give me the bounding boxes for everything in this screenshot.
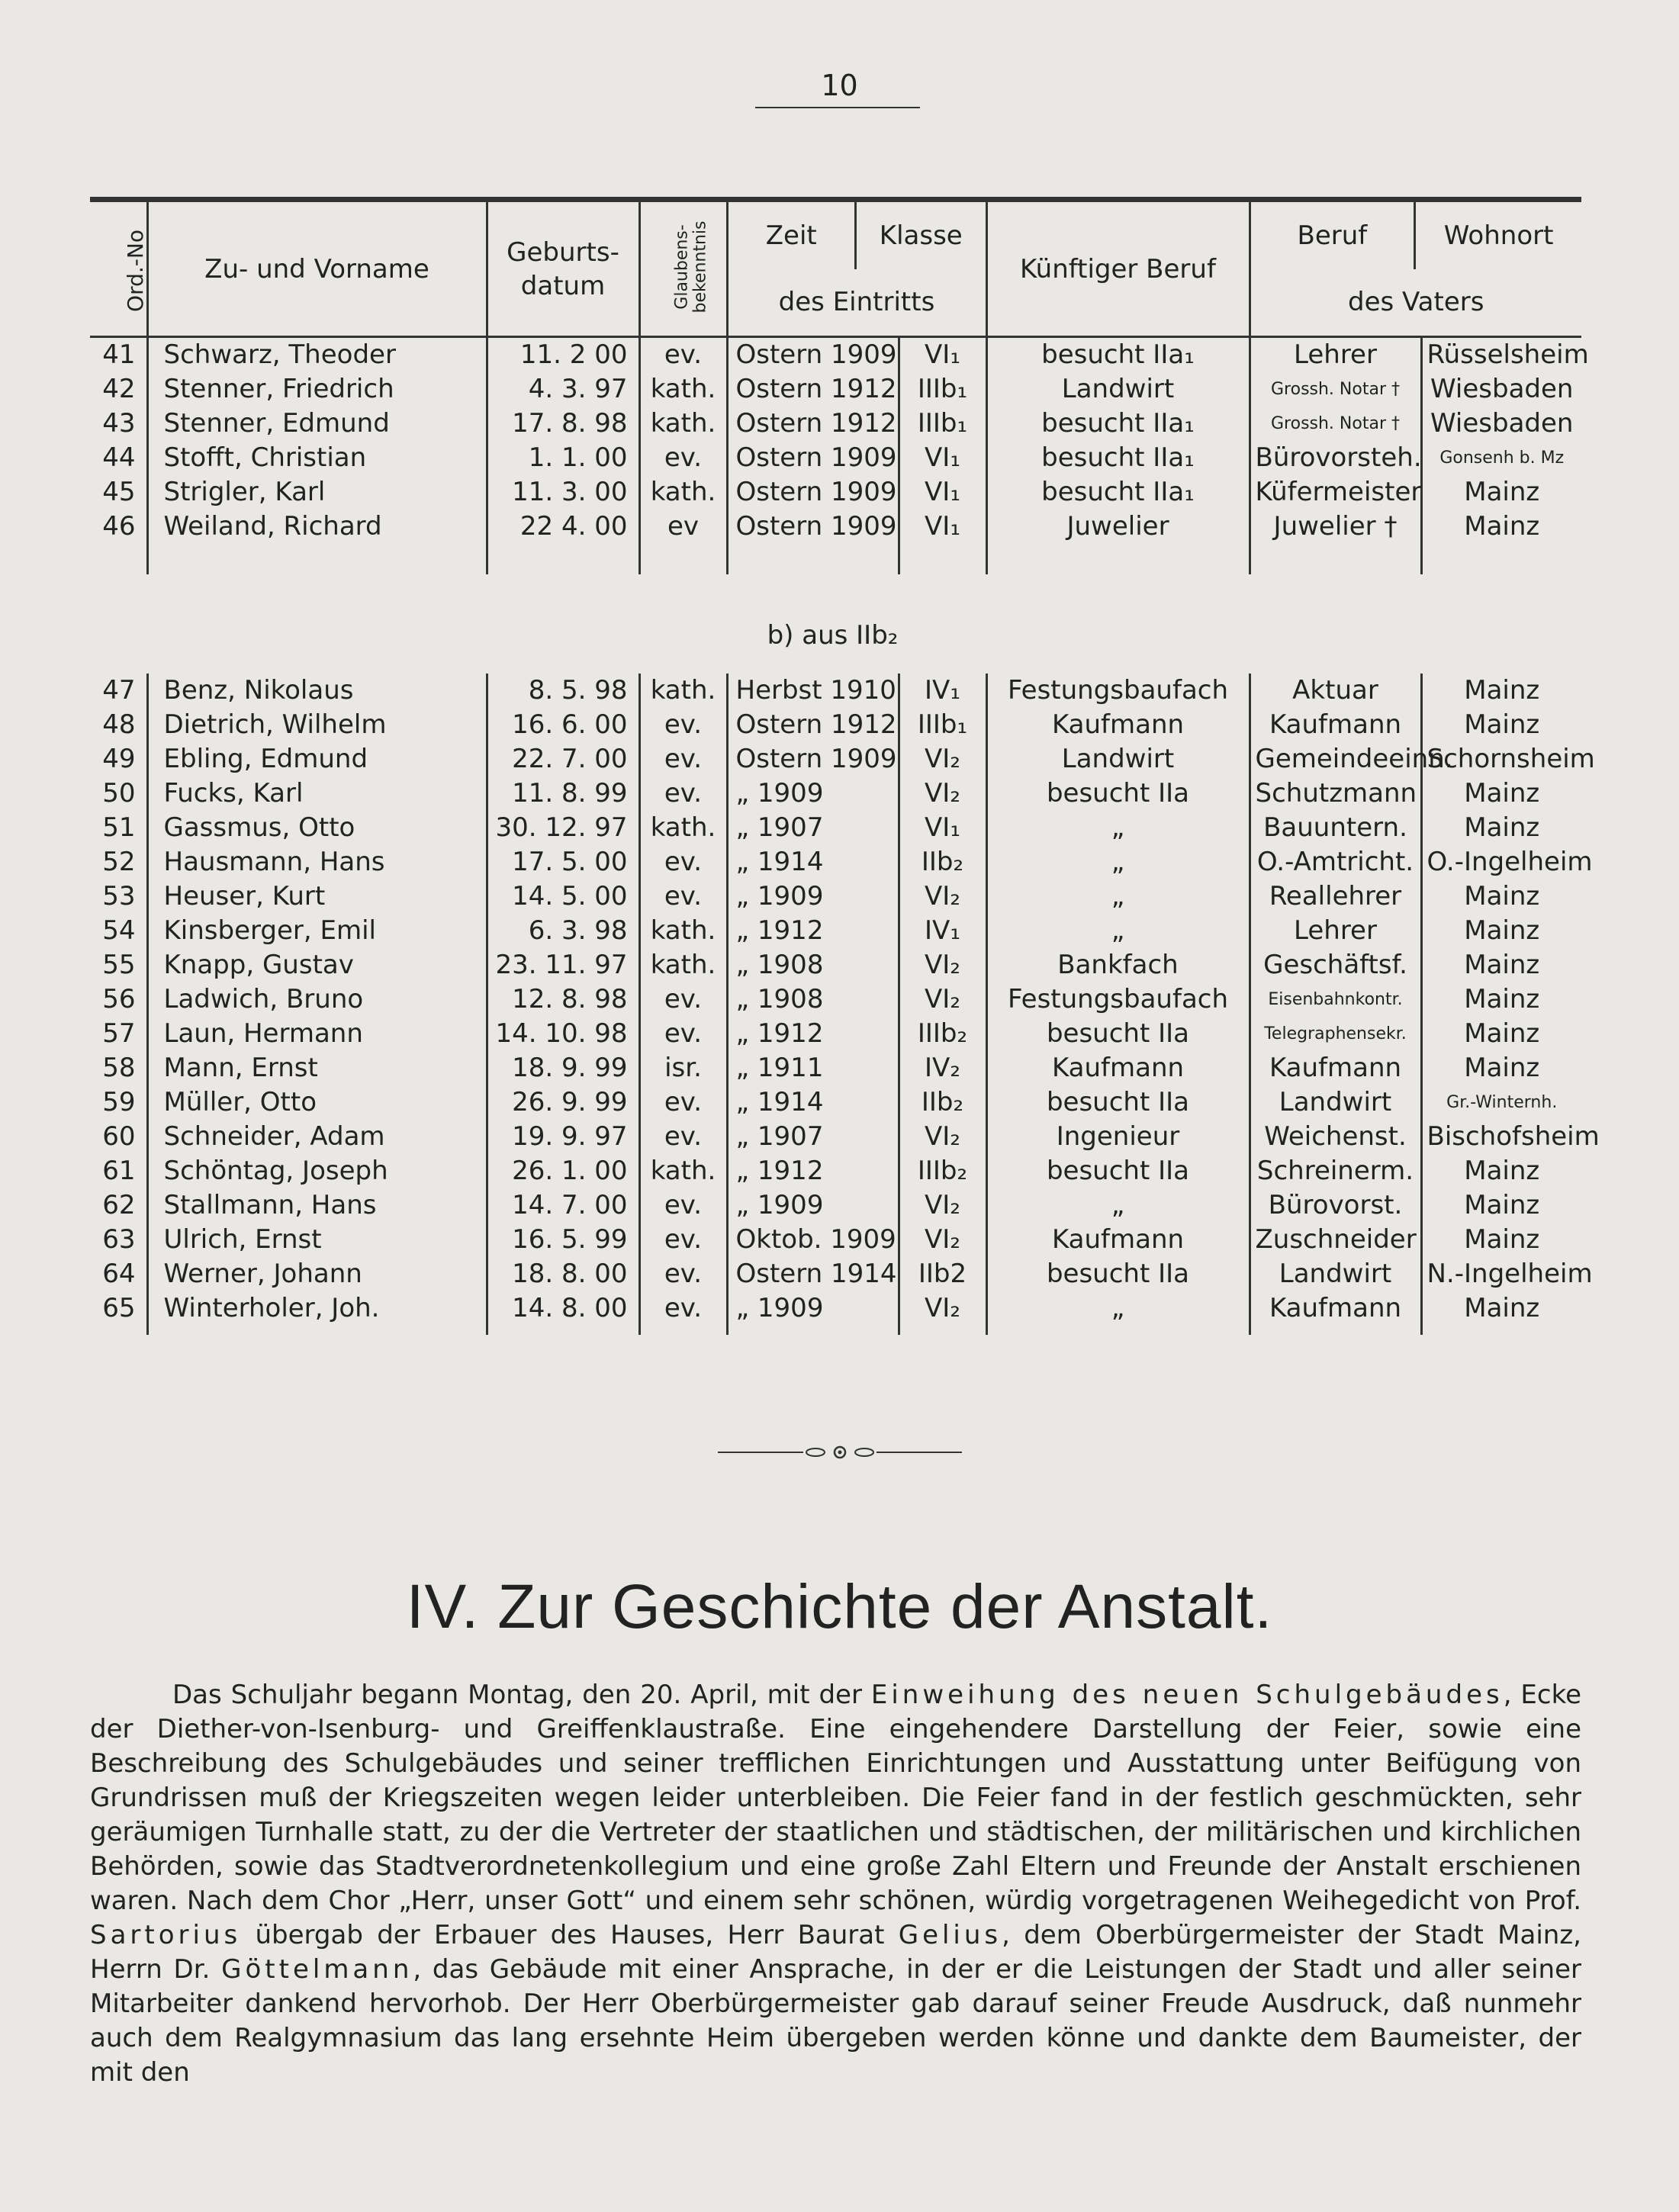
future-career-cell: Landwirt [986, 742, 1250, 776]
name-cell: Winterholer, Joh. [147, 1291, 487, 1335]
future-career-cell: Landwirt [986, 372, 1250, 407]
future-career-cell: besucht IIa₁ [986, 441, 1250, 475]
father-occupation-cell: Reallehrer [1250, 879, 1421, 914]
header-wohnort: Wohnort [1443, 220, 1554, 251]
emphasized-text: Sartorius [90, 1920, 242, 1950]
name-cell: Ulrich, Ernst [147, 1223, 487, 1257]
birthdate-cell: 11. 8. 99 [487, 776, 639, 811]
birthdate-cell: 19. 9. 97 [487, 1120, 639, 1154]
religion-cell: ev. [639, 337, 727, 373]
entry-class-cell: IIb₂ [899, 1085, 986, 1120]
birthdate-cell: 14. 10. 98 [487, 1017, 639, 1051]
entry-time-cell: Ostern 1912 [727, 372, 899, 407]
father-residence-cell: Mainz [1421, 1017, 1581, 1051]
table-row [90, 510, 1581, 544]
father-occupation-cell: Kaufmann [1250, 1051, 1421, 1085]
father-occupation-cell: Kaufmann [1250, 1291, 1421, 1335]
section-ornament [0, 1446, 1679, 1461]
entry-time-cell: „ 1912 [727, 1154, 899, 1188]
religion-cell: ev. [639, 776, 727, 811]
name-cell: Laun, Hermann [147, 1017, 487, 1051]
future-career-cell: besucht IIa [986, 1257, 1250, 1291]
future-career-cell: Kaufmann [986, 1051, 1250, 1085]
future-career-cell: besucht IIa [986, 776, 1250, 811]
name-cell: Gassmus, Otto [147, 811, 487, 845]
future-career-cell: Juwelier [986, 510, 1250, 544]
father-residence-cell: Wiesbaden [1421, 407, 1581, 441]
father-residence-cell: Mainz [1421, 1223, 1581, 1257]
entry-class-cell: IIIb₁ [899, 372, 986, 407]
ord-no-cell: 54 [102, 915, 136, 946]
entry-time-cell: Ostern 1909 [727, 337, 899, 373]
father-occupation-cell: Landwirt [1250, 1257, 1421, 1291]
entry-time-cell: „ 1907 [727, 811, 899, 845]
father-residence-cell: Mainz [1421, 510, 1581, 544]
birthdate-cell: 30. 12. 97 [487, 811, 639, 845]
name-cell: Ebling, Edmund [147, 742, 487, 776]
father-occupation-cell: Grossh. Notar † [1250, 407, 1421, 441]
emphasized-text: Gelius [898, 1920, 1002, 1950]
header-des-vaters: des Vaters [1348, 287, 1484, 318]
entry-time-cell: „ 1911 [727, 1051, 899, 1085]
father-occupation-cell: Schreinerm. [1250, 1154, 1421, 1188]
father-residence-cell: Mainz [1421, 811, 1581, 845]
father-occupation-cell: Telegraphensekr. [1250, 1017, 1421, 1051]
ord-no-cell: 53 [102, 881, 136, 911]
entry-class-cell: IIIb₂ [899, 1017, 986, 1051]
religion-cell: ev. [639, 1223, 727, 1257]
father-occupation-cell: Geschäftsf. [1250, 948, 1421, 982]
entry-time-cell: „ 1909 [727, 776, 899, 811]
name-cell: Benz, Nikolaus [147, 674, 487, 708]
ord-no-cell: 44 [102, 442, 136, 473]
table-row [90, 948, 1581, 982]
entry-class-cell: VI₂ [899, 948, 986, 982]
section-body [90, 1678, 1581, 2090]
entry-time-cell: „ 1912 [727, 914, 899, 948]
future-career-cell: Ingenieur [986, 1120, 1250, 1154]
ord-no-cell: 61 [102, 1156, 136, 1186]
entry-time-cell: „ 1914 [727, 1085, 899, 1120]
ord-no-cell: 50 [102, 778, 136, 809]
future-career-cell: „ [986, 914, 1250, 948]
future-career-cell: Festungsbaufach [986, 674, 1250, 708]
name-cell: Schwarz, Theoder [147, 337, 487, 373]
father-occupation-cell: Landwirt [1250, 1085, 1421, 1120]
name-cell: Strigler, Karl [147, 475, 487, 510]
table-row [90, 337, 1581, 373]
name-cell: Stenner, Friedrich [147, 372, 487, 407]
religion-cell: kath. [639, 948, 727, 982]
table-row [90, 1085, 1581, 1120]
future-career-cell: Kaufmann [986, 1223, 1250, 1257]
birthdate-cell: 11. 2 00 [487, 337, 639, 373]
future-career-cell: „ [986, 879, 1250, 914]
entry-time-cell: „ 1909 [727, 1188, 899, 1223]
entry-class-cell: VI₁ [899, 441, 986, 475]
birthdate-cell: 17. 8. 98 [487, 407, 639, 441]
entry-time-cell: „ 1912 [727, 1017, 899, 1051]
entry-class-cell: VI₁ [899, 337, 986, 373]
entry-class-cell: VI₂ [899, 776, 986, 811]
name-cell: Knapp, Gustav [147, 948, 487, 982]
religion-cell: isr. [639, 1051, 727, 1085]
future-career-cell: besucht IIa₁ [986, 337, 1250, 373]
entry-class-cell: VI₂ [899, 1120, 986, 1154]
header-ord-no: Ord.-No [90, 200, 147, 337]
table-row [90, 845, 1581, 879]
name-cell: Heuser, Kurt [147, 879, 487, 914]
father-occupation-cell: Lehrer [1250, 914, 1421, 948]
roster-group-2 [90, 674, 1600, 1335]
entry-class-cell: IV₁ [899, 914, 986, 948]
birthdate-cell: 11. 3. 00 [487, 475, 639, 510]
header-vater-group [1250, 200, 1581, 337]
ord-no-cell: 45 [102, 477, 136, 507]
birthdate-cell: 8. 5. 98 [487, 674, 639, 708]
birthdate-cell: 14. 8. 00 [487, 1291, 639, 1335]
name-cell: Stenner, Edmund [147, 407, 487, 441]
body-text-run: , das Gebäude mit einer Ansprache, in der er die Leistungen der Stadt und aller seiner Mitarbeiter dankend hervorhob. Der Herr Oberbürgermeister gab darauf seiner Freude Ausdruck, daß nunmehr auch dem Realgymnasium das lang ersehnte Heim übergeben werden könne und dankte dem Baumeister, der mit den [90, 1954, 1581, 2088]
name-cell: Fucks, Karl [147, 776, 487, 811]
father-occupation-cell: Schutzmann [1250, 776, 1421, 811]
table-row [90, 982, 1581, 1017]
future-career-cell: Bankfach [986, 948, 1250, 982]
future-career-cell: Festungsbaufach [986, 982, 1250, 1017]
entry-class-cell: IIIb₁ [899, 708, 986, 742]
header-zeit: Zeit [729, 202, 857, 269]
entry-class-cell: VI₂ [899, 879, 986, 914]
table-row [90, 475, 1581, 510]
religion-cell: ev. [639, 1257, 727, 1291]
ord-no-cell: 62 [102, 1190, 136, 1220]
ord-no-cell: 42 [102, 374, 136, 404]
religion-cell: kath. [639, 1154, 727, 1188]
religion-cell: ev. [639, 1085, 727, 1120]
header-vater-beruf: Beruf [1251, 202, 1417, 269]
religion-cell: ev. [639, 845, 727, 879]
name-cell: Kinsberger, Emil [147, 914, 487, 948]
ord-no-cell: 56 [102, 984, 136, 1014]
father-residence-cell: Mainz [1421, 948, 1581, 982]
father-residence-cell: Mainz [1421, 776, 1581, 811]
future-career-cell: besucht IIa₁ [986, 407, 1250, 441]
father-residence-cell: Mainz [1421, 1154, 1581, 1188]
table-row [90, 914, 1581, 948]
father-occupation-cell: Zuschneider [1250, 1223, 1421, 1257]
table-row [90, 1120, 1581, 1154]
body-text-run: übergab der Erbauer des Hauses, Herr Baurat [241, 1920, 899, 1950]
birthdate-cell: 18. 9. 99 [487, 1051, 639, 1085]
birthdate-cell: 16. 6. 00 [487, 708, 639, 742]
religion-cell: ev [639, 510, 727, 544]
entry-class-cell: IIb₂ [899, 845, 986, 879]
table-row [90, 708, 1581, 742]
birthdate-cell: 22. 7. 00 [487, 742, 639, 776]
religion-cell: ev. [639, 1120, 727, 1154]
table-row [90, 1188, 1581, 1223]
table-row [90, 811, 1581, 845]
header-future-career: Künftiger Beruf [986, 200, 1250, 337]
entry-class-cell: VI₂ [899, 1188, 986, 1223]
birthdate-cell: 16. 5. 99 [487, 1223, 639, 1257]
entry-class-cell: VI₁ [899, 510, 986, 544]
religion-cell: ev. [639, 1291, 727, 1335]
entry-time-cell: Ostern 1909 [727, 441, 899, 475]
religion-cell: ev. [639, 1017, 727, 1051]
father-residence-cell: Bischofsheim [1421, 1120, 1581, 1154]
birthdate-cell: 1. 1. 00 [487, 441, 639, 475]
ord-no-cell: 49 [102, 744, 136, 774]
entry-time-cell: „ 1909 [727, 1291, 899, 1335]
father-residence-cell: Mainz [1421, 674, 1581, 708]
ord-no-cell: 55 [102, 950, 136, 980]
religion-cell: kath. [639, 407, 727, 441]
birthdate-cell: 22 4. 00 [487, 510, 639, 544]
father-residence-cell: Gr.-Winternh. [1421, 1085, 1581, 1120]
entry-time-cell: „ 1908 [727, 948, 899, 982]
entry-class-cell: VI₂ [899, 982, 986, 1017]
table-row [90, 1291, 1581, 1335]
table-row [90, 372, 1581, 407]
body-paragraph [90, 1678, 1581, 2090]
father-residence-cell: Mainz [1421, 914, 1581, 948]
name-cell: Mann, Ernst [147, 1051, 487, 1085]
entry-time-cell: „ 1908 [727, 982, 899, 1017]
section-label: b) aus IIb₂ [767, 619, 899, 651]
religion-cell: ev. [639, 708, 727, 742]
entry-class-cell: IV₁ [899, 674, 986, 708]
table-row [90, 1257, 1581, 1291]
entry-time-cell: Ostern 1909 [727, 510, 899, 544]
birthdate-cell: 12. 8. 98 [487, 982, 639, 1017]
section-heading: IV. Zur Geschichte der Anstalt. [406, 1572, 1273, 1641]
father-occupation-cell: O.-Amtricht. [1250, 845, 1421, 879]
page-number-rule [755, 107, 920, 108]
father-residence-cell: Mainz [1421, 475, 1581, 510]
entry-time-cell: Ostern 1912 [727, 708, 899, 742]
father-residence-cell: Wiesbaden [1421, 372, 1581, 407]
entry-class-cell: IV₂ [899, 1051, 986, 1085]
entry-time-cell: „ 1907 [727, 1120, 899, 1154]
birthdate-cell: 14. 7. 00 [487, 1188, 639, 1223]
father-residence-cell: Rüsselsheim [1421, 337, 1581, 373]
future-career-cell: „ [986, 845, 1250, 879]
birthdate-cell: 26. 1. 00 [487, 1154, 639, 1188]
entry-time-cell: Ostern 1914 [727, 1257, 899, 1291]
name-cell: Schneider, Adam [147, 1120, 487, 1154]
name-cell: Schöntag, Joseph [147, 1154, 487, 1188]
ord-no-cell: 46 [102, 511, 136, 542]
birthdate-cell: 26. 9. 99 [487, 1085, 639, 1120]
name-cell: Werner, Johann [147, 1257, 487, 1291]
body-text-run: Das Schuljahr begann Montag, den 20. April, mit der [172, 1680, 871, 1710]
entry-class-cell: IIIb₁ [899, 407, 986, 441]
birthdate-cell: 23. 11. 97 [487, 948, 639, 982]
ord-no-cell: 58 [102, 1053, 136, 1083]
entry-time-cell: „ 1909 [727, 879, 899, 914]
header-des-eintritts: des Eintritts [778, 287, 935, 318]
header-klasse: Klasse [879, 220, 963, 251]
header-birthdate: Geburts- datum [487, 200, 639, 337]
religion-cell: kath. [639, 914, 727, 948]
table-row [90, 407, 1581, 441]
entry-time-cell: Oktob. 1909 [727, 1223, 899, 1257]
future-career-cell: besucht IIa [986, 1017, 1250, 1051]
birthdate-cell: 14. 5. 00 [487, 879, 639, 914]
religion-cell: ev. [639, 1188, 727, 1223]
father-occupation-cell: Weichenst. [1250, 1120, 1421, 1154]
ord-no-cell: 47 [102, 675, 136, 706]
father-occupation-cell: Gemeindeeinn. [1250, 742, 1421, 776]
emphasized-text: Göttelmann [221, 1954, 413, 1985]
ord-no-cell: 59 [102, 1087, 136, 1117]
future-career-cell: „ [986, 1188, 1250, 1223]
religion-cell: kath. [639, 475, 727, 510]
entry-class-cell: VI₂ [899, 1291, 986, 1335]
ord-no-cell: 60 [102, 1121, 136, 1152]
father-occupation-cell: Aktuar [1250, 674, 1421, 708]
father-occupation-cell: Juwelier † [1250, 510, 1421, 544]
father-residence-cell: Gonsenh b. Mz [1421, 441, 1581, 475]
religion-cell: ev. [639, 742, 727, 776]
table-row [90, 1017, 1581, 1051]
roster-group-1 [90, 337, 1589, 575]
birthdate-cell: 6. 3. 98 [487, 914, 639, 948]
religion-cell: ev. [639, 982, 727, 1017]
table-row [90, 742, 1581, 776]
name-cell: Dietrich, Wilhelm [147, 708, 487, 742]
name-cell: Ladwich, Bruno [147, 982, 487, 1017]
religion-cell: ev. [639, 441, 727, 475]
entry-time-cell: Ostern 1912 [727, 407, 899, 441]
header-eintritt-group [727, 200, 986, 337]
table-row [90, 441, 1581, 475]
father-residence-cell: Mainz [1421, 1051, 1581, 1085]
father-occupation-cell: Küfermeister [1250, 475, 1421, 510]
birthdate-cell: 4. 3. 97 [487, 372, 639, 407]
table-header-row [90, 200, 1581, 337]
entry-time-cell: Ostern 1909 [727, 742, 899, 776]
ord-no-cell: 43 [102, 408, 136, 439]
future-career-cell: „ [986, 811, 1250, 845]
religion-cell: kath. [639, 372, 727, 407]
body-text-run: , Ecke der Diether-von-Isenburg- und Greiffenklaustraße. Eine eingehendere Darstellung der Feier, sowie eine Beschreibung des Schulgebäudes und seiner trefflichen Einrichtungen und Ausstattung unter Beifügung von Grundrissen muß der Kriegszeiten wegen leider unterbleiben. Die Feier fand in der festlich geschmückten, sehr geräumigen Turnhalle statt, zu der die Vertreter der staatlichen und städtischen, der militärischen und kirchlichen Behörden, sowie das Stadtverordnetenkollegium und eine große Zahl Eltern und Freunde der Anstalt erschienen waren. Nach dem Chor „Herr, unser Gott“ und einem sehr schönen, würdig vorgetragenen Weihegedicht von Prof. [90, 1680, 1581, 1916]
name-cell: Stofft, Christian [147, 441, 487, 475]
future-career-cell: besucht IIa₁ [986, 475, 1250, 510]
name-cell: Stallmann, Hans [147, 1188, 487, 1223]
father-residence-cell: Mainz [1421, 982, 1581, 1017]
religion-cell: kath. [639, 674, 727, 708]
table-row [90, 674, 1581, 708]
father-residence-cell: N.-Ingelheim [1421, 1257, 1581, 1291]
future-career-cell: Kaufmann [986, 708, 1250, 742]
future-career-cell: besucht IIa [986, 1085, 1250, 1120]
entry-class-cell: IIb2 [899, 1257, 986, 1291]
birthdate-cell: 18. 8. 00 [487, 1257, 639, 1291]
father-occupation-cell: Bauuntern. [1250, 811, 1421, 845]
religion-cell: kath. [639, 811, 727, 845]
entry-time-cell: „ 1914 [727, 845, 899, 879]
body-text-run: , dem Oberbürgermeister der Stadt Mainz, Herrn Dr. [90, 1920, 1581, 1985]
religion-cell: ev. [639, 879, 727, 914]
entry-class-cell: VI₁ [899, 475, 986, 510]
father-occupation-cell: Grossh. Notar † [1250, 372, 1421, 407]
ord-no-cell: 41 [102, 339, 136, 370]
ord-no-cell: 48 [102, 709, 136, 740]
father-occupation-cell: Bürovorst. [1250, 1188, 1421, 1223]
name-cell: Weiland, Richard [147, 510, 487, 544]
header-name: Zu- und Vorname [147, 200, 487, 337]
entry-class-cell: IIIb₂ [899, 1154, 986, 1188]
table-row [90, 879, 1581, 914]
table-row [90, 1051, 1581, 1085]
emphasized-text: Einweihung des neuen Schulgebäudes [870, 1680, 1504, 1710]
student-roster-table [90, 197, 1600, 1335]
father-residence-cell: Schornsheim [1421, 742, 1581, 776]
ord-no-cell: 63 [102, 1224, 136, 1255]
father-residence-cell: Mainz [1421, 879, 1581, 914]
roster-section-label [90, 574, 1581, 674]
ord-no-cell: 51 [102, 812, 136, 843]
father-residence-cell: Mainz [1421, 1291, 1581, 1335]
ord-no-cell: 57 [102, 1018, 136, 1049]
entry-class-cell: VI₂ [899, 742, 986, 776]
future-career-cell: besucht IIa [986, 1154, 1250, 1188]
father-residence-cell: Mainz [1421, 1188, 1581, 1223]
name-cell: Müller, Otto [147, 1085, 487, 1120]
ord-no-cell: 64 [102, 1259, 136, 1289]
entry-class-cell: VI₁ [899, 811, 986, 845]
ord-no-cell: 52 [102, 847, 136, 877]
father-occupation-cell: Lehrer [1250, 337, 1421, 373]
ord-no-cell: 65 [102, 1293, 136, 1323]
table-row [90, 1223, 1581, 1257]
entry-class-cell: VI₂ [899, 1223, 986, 1257]
header-religion: Glaubens- bekenntnis [639, 200, 727, 337]
father-occupation-cell: Kaufmann [1250, 708, 1421, 742]
birthdate-cell: 17. 5. 00 [487, 845, 639, 879]
entry-time-cell: Ostern 1909 [727, 475, 899, 510]
page-number: 10 [821, 69, 858, 102]
table-row [90, 1154, 1581, 1188]
father-residence-cell: O.-Ingelheim [1421, 845, 1581, 879]
name-cell: Hausmann, Hans [147, 845, 487, 879]
future-career-cell: „ [986, 1291, 1250, 1335]
entry-time-cell: Herbst 1910 [727, 674, 899, 708]
father-occupation-cell: Bürovorsteh. [1250, 441, 1421, 475]
father-occupation-cell: Eisenbahnkontr. [1250, 982, 1421, 1017]
father-residence-cell: Mainz [1421, 708, 1581, 742]
table-row [90, 776, 1581, 811]
